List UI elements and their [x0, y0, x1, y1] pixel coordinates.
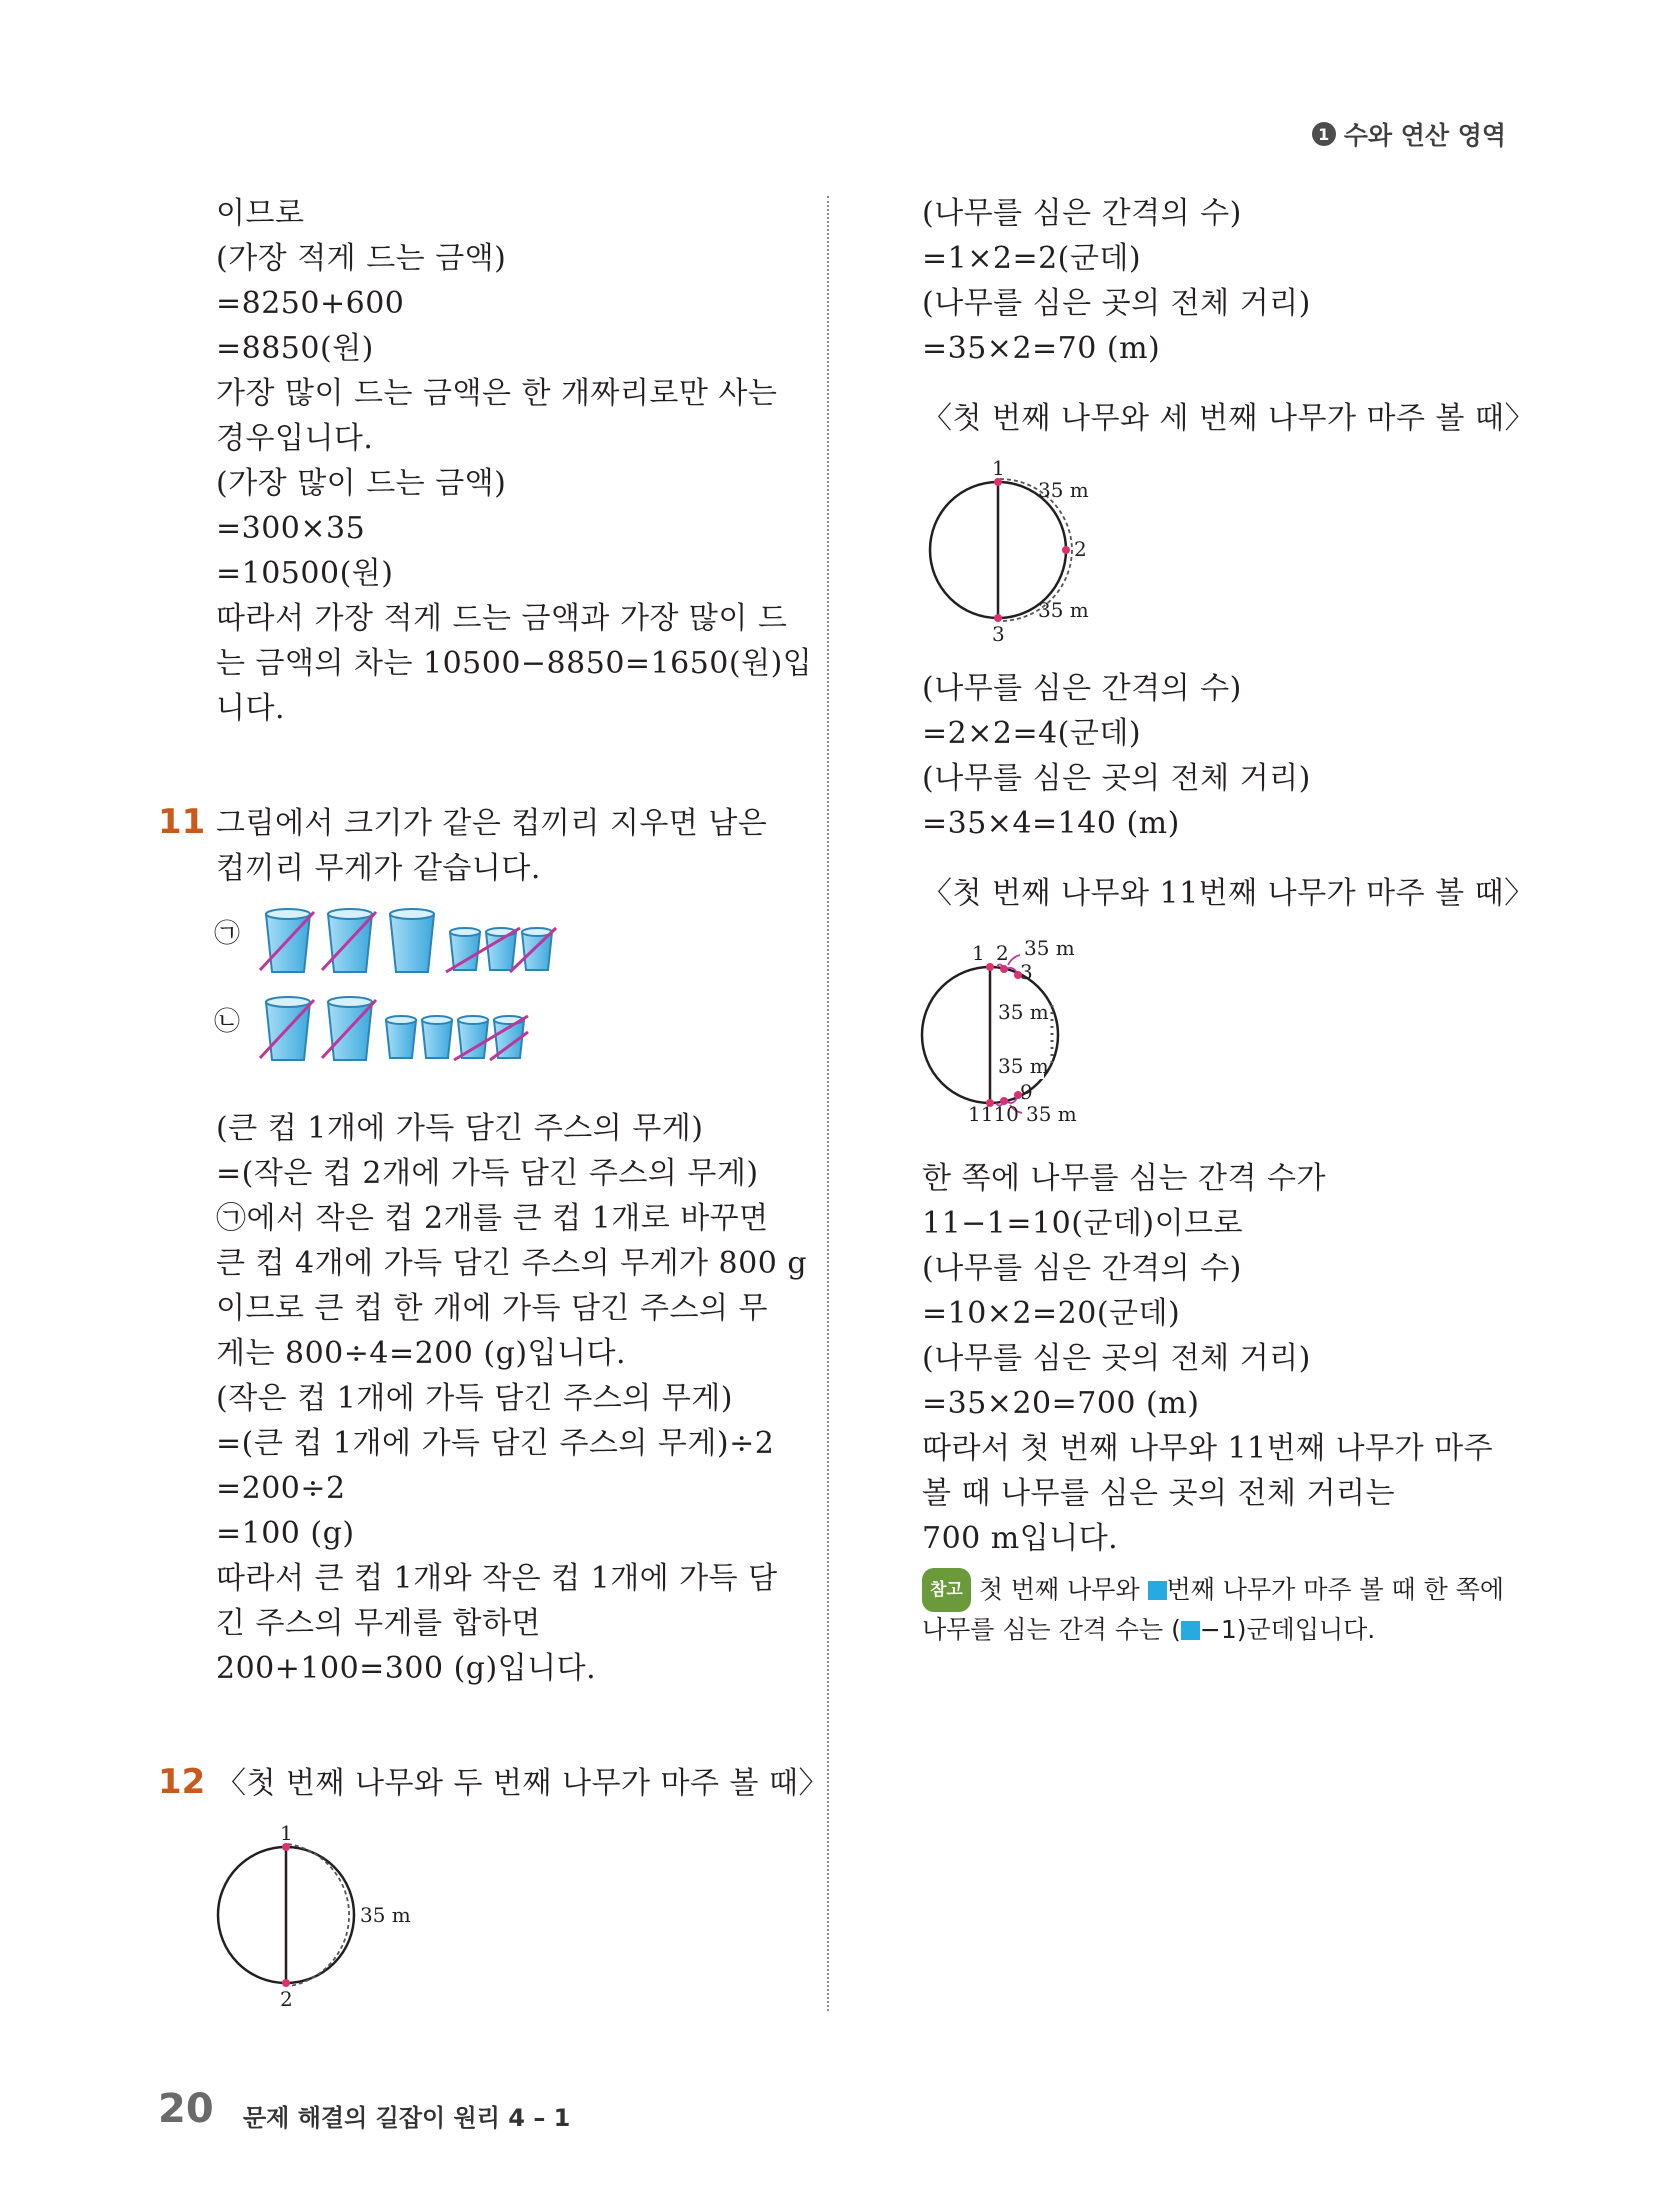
circle-diagram-1-11 — [912, 925, 1162, 1125]
text-line: =100 (g) — [216, 1516, 355, 1551]
note-text: 첫 번째 나무와 — [978, 1575, 1148, 1604]
diagram-label-3: 3 — [1020, 960, 1033, 984]
text-line: 한 쪽에 나무를 심는 간격 수가 — [922, 1161, 1326, 1196]
small-cup — [458, 1020, 488, 1058]
figure-label-b: ㉡ — [214, 1007, 241, 1037]
small-cup — [386, 1020, 416, 1058]
text-line: 니다. — [216, 691, 285, 726]
text-line: 700 m입니다. — [922, 1521, 1119, 1556]
text-line: =300×35 — [216, 511, 366, 546]
note-line-1 — [922, 1568, 1504, 1612]
diagram-label-2: 2 — [996, 941, 1009, 965]
cups-figure — [210, 900, 590, 1080]
text-line: =35×2=70 (m) — [922, 331, 1161, 366]
diagram-label-9: 9 — [1020, 1080, 1033, 1104]
text-line: =35×20=700 (m) — [922, 1386, 1200, 1421]
text-line: =200÷2 — [216, 1471, 346, 1506]
problem-number-12: 12 — [158, 1762, 206, 1802]
text-line: (나무를 심은 곳의 전체 거리) — [922, 761, 1311, 796]
section-title: 수와 연산 영역 — [1343, 121, 1506, 150]
text-line: (작은 컵 1개에 가득 담긴 주스의 무게) — [216, 1381, 733, 1416]
diagram-distance-bottom: 35 m — [1038, 598, 1089, 622]
section-number-badge: 1 — [1312, 122, 1336, 146]
text-line: (가장 많이 드는 금액) — [216, 466, 507, 501]
problem-number-11: 11 — [158, 802, 206, 842]
text-line: 200+100=300 (g)입니다. — [216, 1651, 597, 1686]
section-heading-c: 〈첫 번째 나무와 11번째 나무가 마주 볼 때〉 — [922, 876, 1535, 911]
cup-row-b — [260, 997, 528, 1060]
diagram-label-1: 1 — [280, 1821, 293, 1845]
diagram-label-3: 3 — [992, 622, 1005, 645]
text-line: 볼 때 나무를 심은 곳의 전체 거리는 — [922, 1476, 1395, 1511]
text-line: 이므로 — [216, 196, 305, 231]
section-heading-b: 〈첫 번째 나무와 세 번째 나무가 마주 볼 때〉 — [922, 401, 1535, 436]
text-line: ㉠에서 작은 컵 2개를 큰 컵 1개로 바꾸면 — [216, 1201, 769, 1236]
column-divider — [827, 196, 829, 2011]
note-text: 나무를 심는 간격 수는 ( — [922, 1615, 1181, 1644]
large-cup — [390, 914, 434, 972]
circle-diagram-1-2 — [200, 1820, 440, 2010]
circle-diagram-1-3 — [912, 455, 1152, 645]
small-cup — [450, 932, 480, 970]
text-line: 컵끼리 무게가 같습니다. — [216, 851, 541, 886]
text-line: 긴 주스의 무게를 합하면 — [216, 1606, 541, 1641]
text-line: 경우입니다. — [216, 421, 374, 456]
note-text: −1)군데입니다. — [1199, 1615, 1376, 1644]
diagram-label-2: 2 — [280, 1987, 293, 2010]
page-number: 20 — [158, 2086, 214, 2132]
book-title: 문제 해결의 길잡이 원리 4 – 1 — [243, 2104, 571, 2132]
note-badge: 참고 — [922, 1568, 971, 1612]
diagram-distance: 35 m — [360, 1903, 411, 1927]
text-line: 그림에서 크기가 같은 컵끼리 지우면 남은 — [216, 806, 768, 841]
text-line: 따라서 가장 적게 드는 금액과 가장 많이 드 — [216, 601, 788, 636]
diagram-distance-top: 35 m — [1038, 478, 1089, 502]
text-line: =8850(원) — [216, 331, 374, 366]
text-line: =(작은 컵 2개에 가득 담긴 주스의 무게) — [216, 1156, 759, 1191]
small-cup — [422, 1020, 452, 1058]
text-line: =(큰 컵 1개에 가득 담긴 주스의 무게)÷2 — [216, 1426, 775, 1461]
text-line: 따라서 큰 컵 1개와 작은 컵 1개에 가득 담 — [216, 1561, 778, 1596]
text-line: =8250+600 — [216, 286, 405, 321]
text-line: =1×2=2(군데) — [922, 241, 1142, 276]
diagram-distance-top: 35 m — [1024, 936, 1075, 960]
text-line: (가장 적게 드는 금액) — [216, 241, 507, 276]
diagram-distance-bottom: 35 m — [1026, 1102, 1077, 1125]
note-line-2 — [922, 1610, 1375, 1650]
blank-square-icon — [1181, 1621, 1200, 1640]
text-line: 는 금액의 차는 10500−8850=1650(원)입 — [216, 646, 813, 681]
text-line: 따라서 첫 번째 나무와 11번째 나무가 마주 — [922, 1431, 1494, 1466]
text-line: =2×2=4(군데) — [922, 716, 1142, 751]
diagram-distance-mid1: 35 m — [998, 1000, 1049, 1024]
diagram-label-1: 1 — [972, 941, 985, 965]
cup-row-a — [260, 909, 556, 972]
section-header — [1312, 116, 1506, 152]
figure-label-a: ㉠ — [214, 919, 241, 949]
text-line: (나무를 심은 곳의 전체 거리) — [922, 286, 1311, 321]
text-line: 11−1=10(군데)이므로 — [922, 1206, 1244, 1241]
diagram-label-1110: 1110 — [968, 1102, 1019, 1125]
note-text: 번째 나무가 마주 볼 때 한 쪽에 — [1166, 1575, 1505, 1604]
text-line: =35×4=140 (m) — [922, 806, 1180, 841]
text-line: (나무를 심은 간격의 수) — [922, 671, 1242, 706]
diagram-label-2: 2 — [1074, 537, 1087, 561]
blank-square-icon — [1148, 1581, 1167, 1600]
text-line: =10×2=20(군데) — [922, 1296, 1181, 1331]
text-line: (나무를 심은 간격의 수) — [922, 1251, 1242, 1286]
text-line: 큰 컵 4개에 가득 담긴 주스의 무게가 800 g — [216, 1246, 808, 1281]
problem-12-heading: 〈첫 번째 나무와 두 번째 나무가 마주 볼 때〉 — [216, 1766, 829, 1801]
text-line: (나무를 심은 곳의 전체 거리) — [922, 1341, 1311, 1376]
text-line: 가장 많이 드는 금액은 한 개짜리로만 사는 — [216, 376, 778, 411]
text-line: (나무를 심은 간격의 수) — [922, 196, 1242, 231]
text-line: 이므로 큰 컵 한 개에 가득 담긴 주스의 무 — [216, 1291, 768, 1326]
text-line: (큰 컵 1개에 가득 담긴 주스의 무게) — [216, 1111, 704, 1146]
diagram-label-1: 1 — [992, 456, 1005, 480]
text-line: 게는 800÷4=200 (g)입니다. — [216, 1336, 627, 1371]
text-line: =10500(원) — [216, 556, 394, 591]
diagram-distance-mid2: 35 m — [998, 1054, 1049, 1078]
